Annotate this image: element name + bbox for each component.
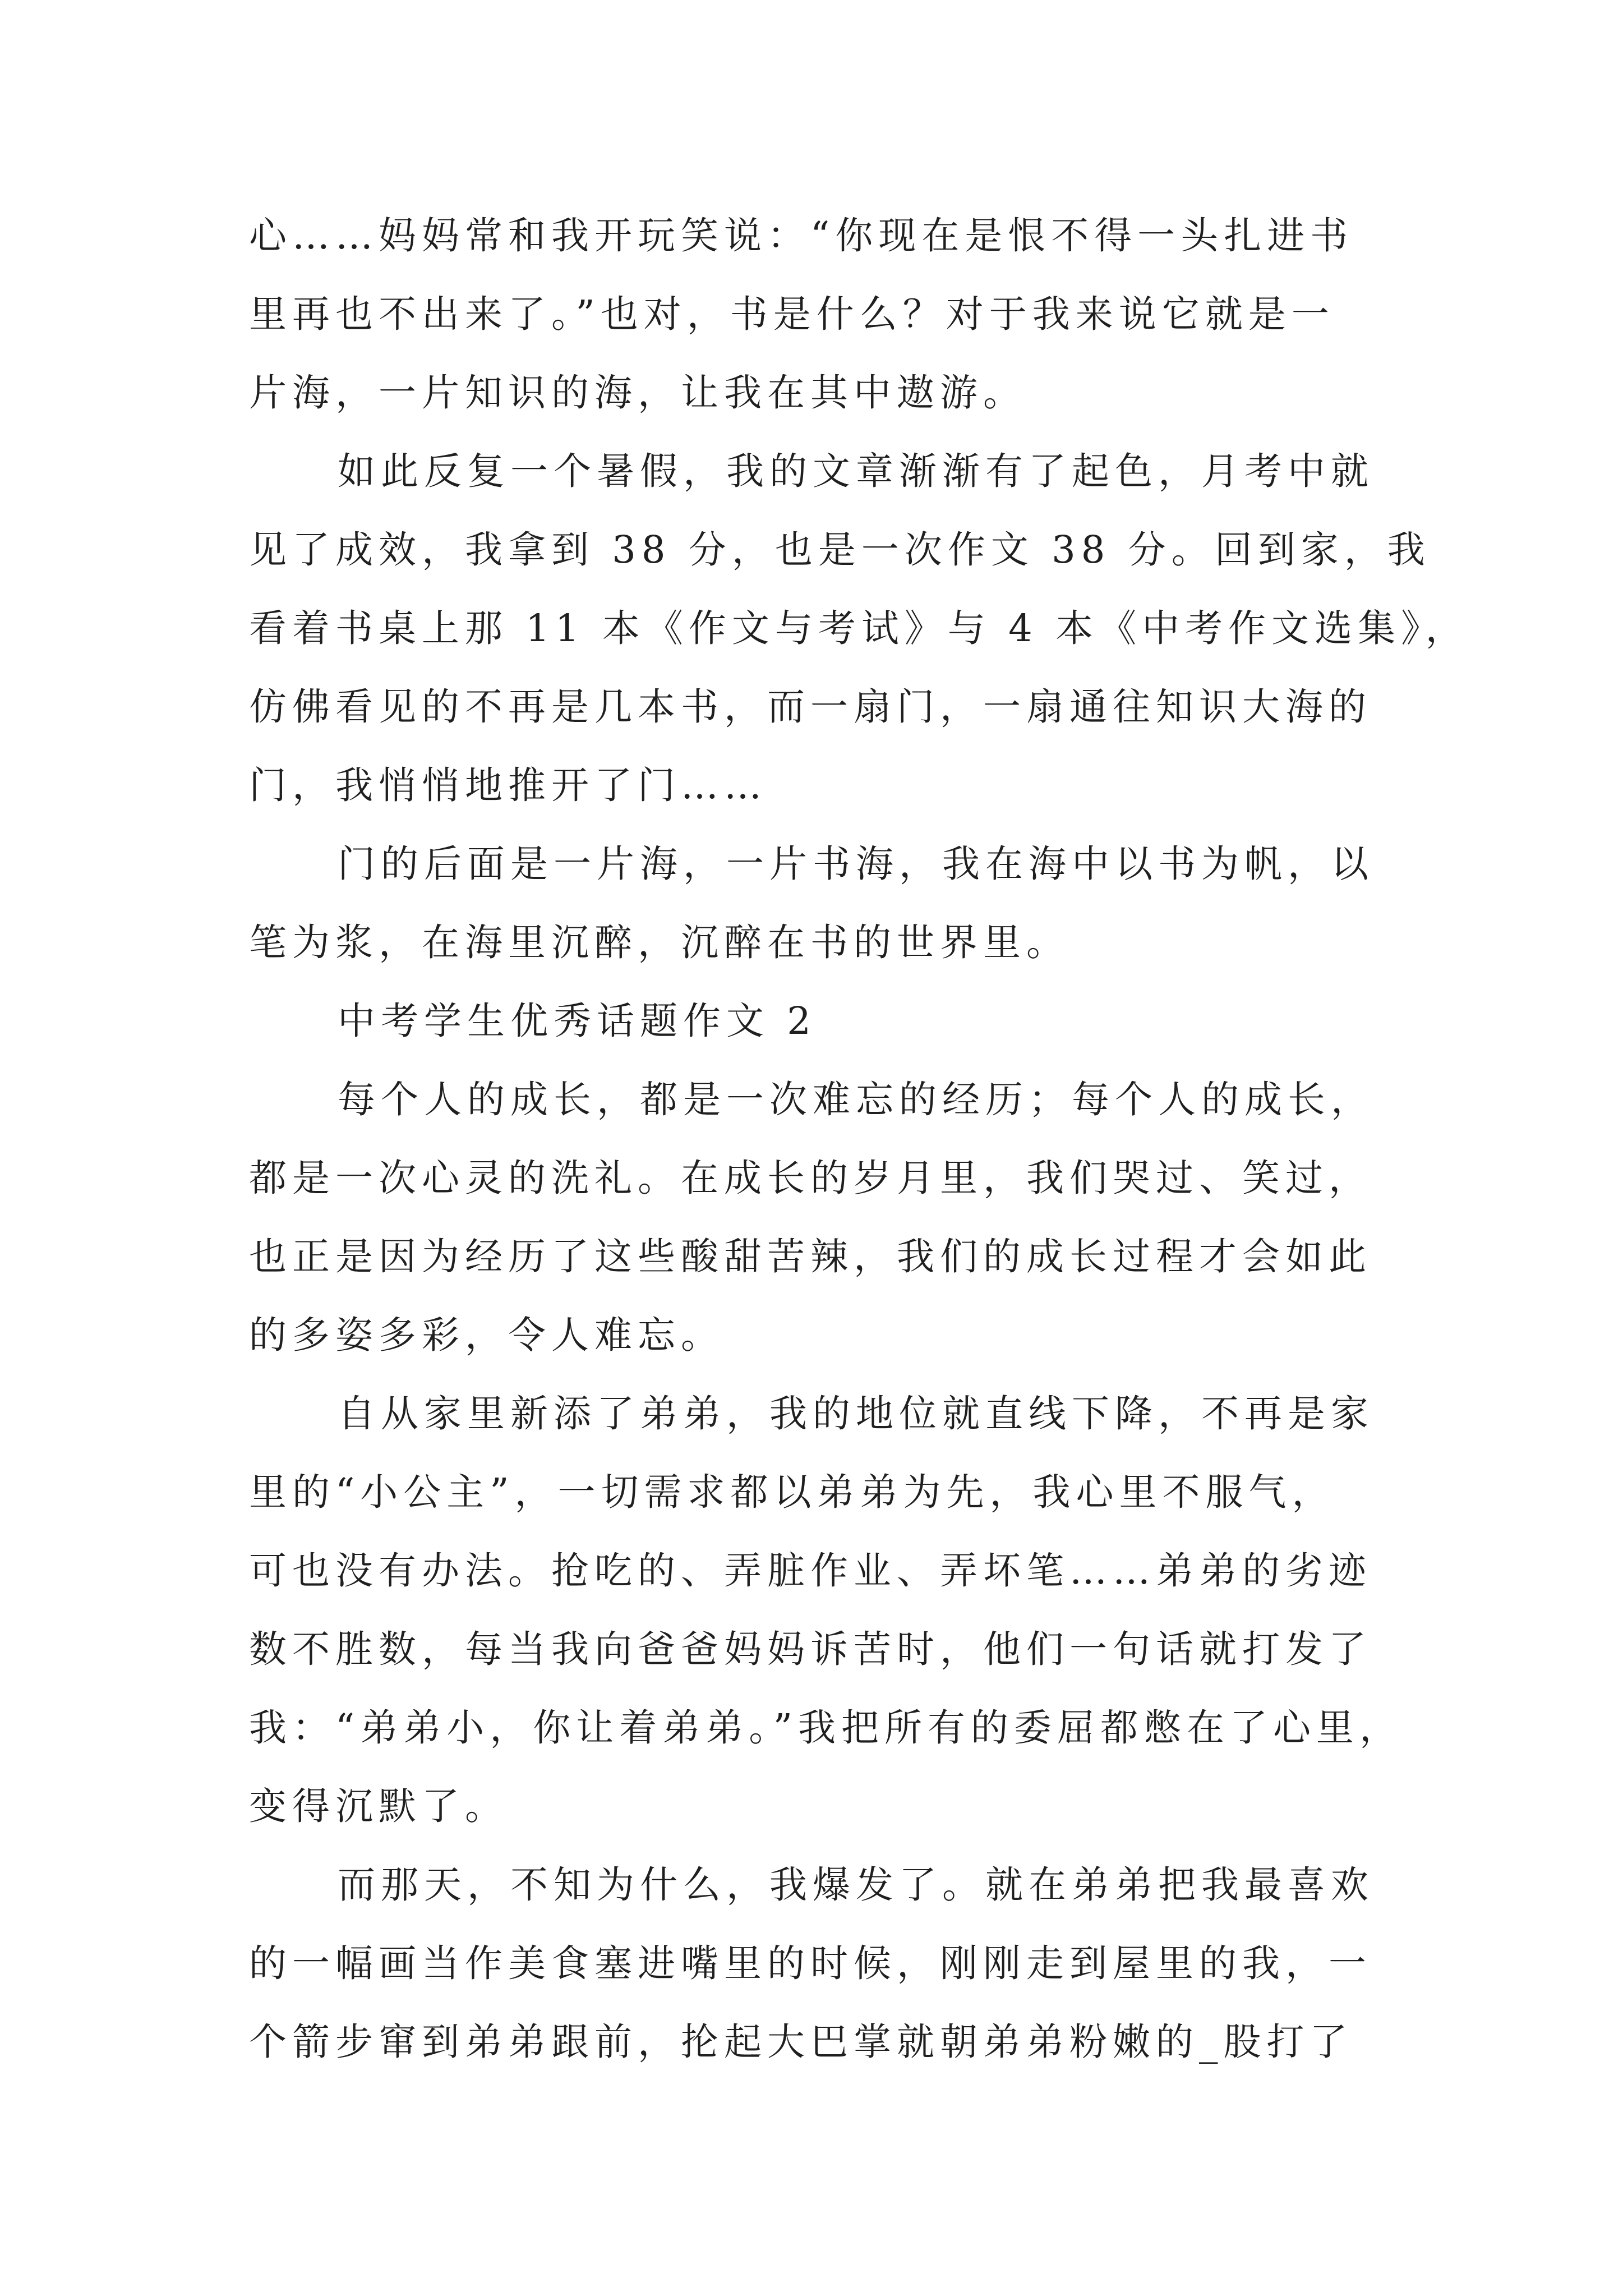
text-line: 仿佛看见的不再是几本书，而一扇门，一扇通往知识大海的: [249, 685, 1372, 729]
text-line: 可也没有办法。抢吃的、弄脏作业、弄坏笔……弟弟的劣迹: [249, 1549, 1372, 1593]
text-line: 我：“弟弟小，你让着弟弟。”我把所有的委屈都憋在了心里，: [249, 1706, 1403, 1750]
text-line: 每个人的成长，都是一次难忘的经历；每个人的成长，: [338, 1078, 1374, 1121]
text-line: 而那天，不知为什么，我爆发了。就在弟弟把我最喜欢: [338, 1863, 1374, 1907]
text-line: 如此反复一个暑假，我的文章渐渐有了起色，月考中就: [338, 449, 1374, 493]
text-line: 心……妈妈常和我开玩笑说：“你现在是恨不得一头扎进书: [249, 214, 1354, 257]
text-line: 个箭步窜到弟弟跟前，抡起大巴掌就朝弟弟粉嫩的_股打了: [249, 2020, 1353, 2064]
text-line: 都是一次心灵的洗礼。在成长的岁月里，我们哭过、笑过，: [249, 1156, 1372, 1200]
text-line: 的多姿多彩，令人难忘。: [249, 1313, 724, 1357]
text-line: 数不胜数，每当我向爸爸妈妈诉苦时，他们一句话就打发了: [249, 1627, 1372, 1671]
text-line: 片海，一片知识的海，让我在其中遨游。: [249, 371, 1026, 415]
text-line: 见了成效，我拿到 38 分，也是一次作文 38 分。回到家，我: [249, 528, 1431, 572]
text-line: 里再也不出来了。”也对，书是什么？对于我来说它就是一: [249, 292, 1335, 336]
text-line: 的一幅画当作美食塞进嘴里的时候，刚刚走到屋里的我，一: [249, 1941, 1372, 1985]
text-line: 门的后面是一片海，一片书海，我在海中以书为帆，以: [338, 842, 1374, 886]
text-line: 变得沉默了。: [249, 1784, 508, 1828]
text-line: 里的“小公主”，一切需求都以弟弟为先，我心里不服气，: [249, 1470, 1335, 1514]
text-line: 看着书桌上那 11 本《作文与考试》与 4 本《中考作文选集》，: [249, 606, 1469, 650]
text-line: 自从家里新添了弟弟，我的地位就直线下降，不再是家: [338, 1392, 1374, 1435]
text-line: 门，我悄悄地推开了门……: [249, 763, 767, 807]
section-heading: 中考学生优秀话题作文 2: [338, 999, 817, 1043]
text-line: 也正是因为经历了这些酸甜苦辣，我们的成长过程才会如此: [249, 1235, 1372, 1278]
text-line: 笔为浆，在海里沉醉，沉醉在书的世界里。: [249, 921, 1069, 964]
